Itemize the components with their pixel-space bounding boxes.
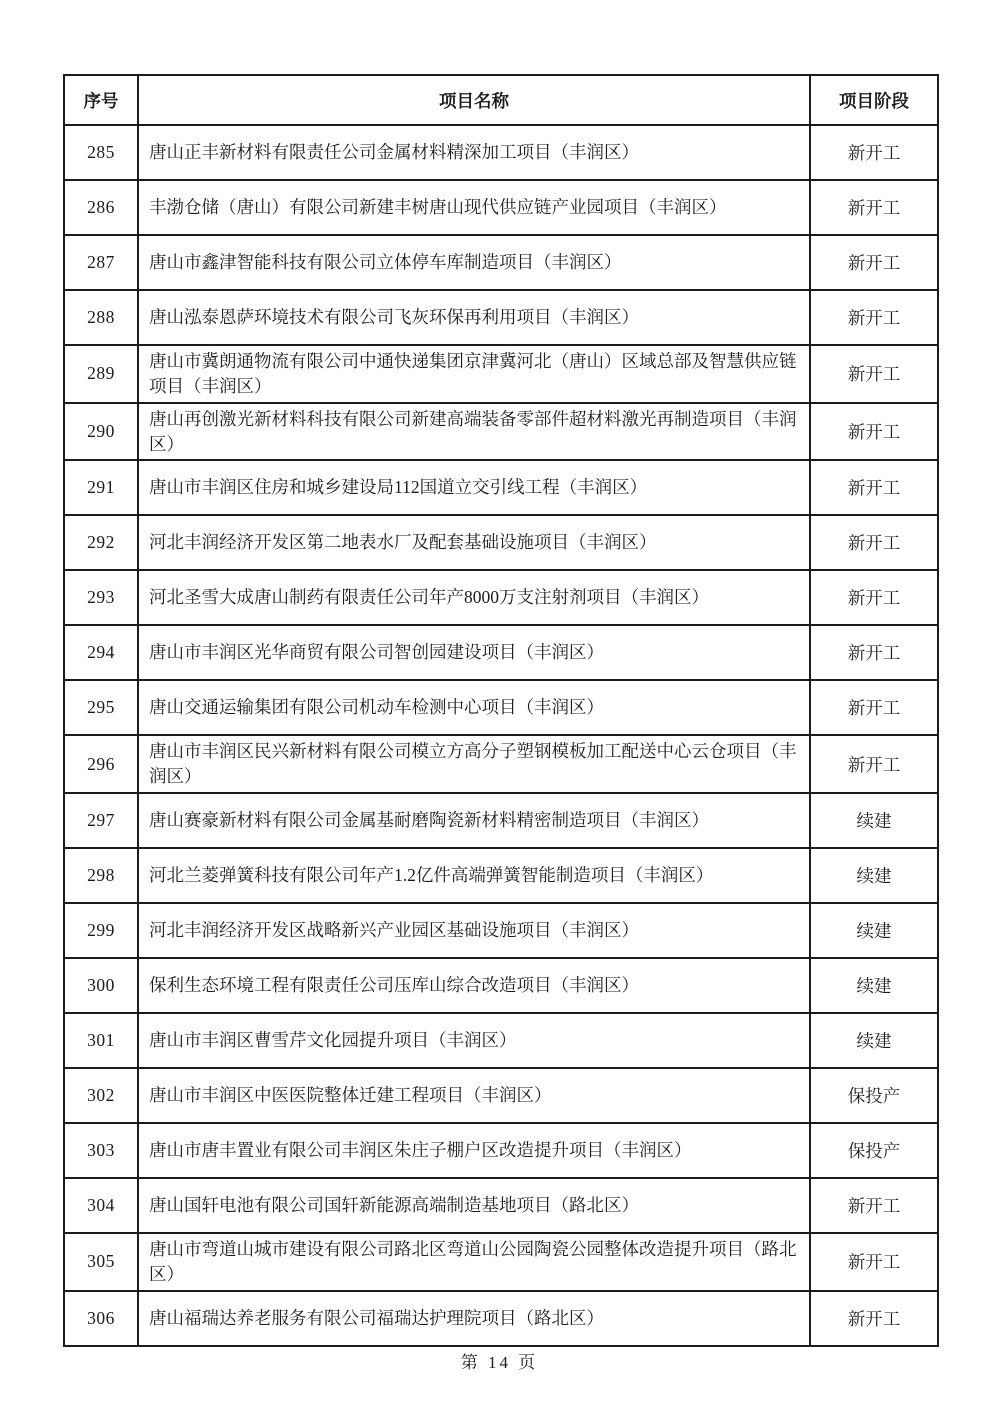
row-serial-number: 300 (64, 958, 138, 1013)
row-project-name: 唐山市鑫津智能科技有限公司立体停车库制造项目（丰润区） (138, 235, 810, 290)
row-serial-number: 302 (64, 1068, 138, 1123)
row-serial-number: 292 (64, 515, 138, 570)
row-project-name: 唐山市丰润区住房和城乡建设局112国道立交引线工程（丰润区） (138, 460, 810, 515)
project-table (63, 74, 939, 1347)
row-serial-number: 288 (64, 290, 138, 345)
table-row (64, 515, 938, 570)
row-project-stage: 新开工 (810, 515, 938, 570)
row-project-stage: 新开工 (810, 680, 938, 735)
row-serial-number: 297 (64, 793, 138, 848)
row-project-name: 唐山再创激光新材料科技有限公司新建高端装备零部件超材料激光再制造项目（丰润区） (138, 403, 810, 461)
row-serial-number: 305 (64, 1233, 138, 1291)
row-serial-number: 287 (64, 235, 138, 290)
row-project-name: 河北丰润经济开发区战略新兴产业园区基础设施项目（丰润区） (138, 903, 810, 958)
row-serial-number: 303 (64, 1123, 138, 1178)
row-serial-number: 295 (64, 680, 138, 735)
table-row (64, 848, 938, 903)
row-project-name: 唐山市丰润区光华商贸有限公司智创园建设项目（丰润区） (138, 625, 810, 680)
row-serial-number: 293 (64, 570, 138, 625)
row-project-name: 唐山赛豪新材料有限公司金属基耐磨陶瓷新材料精密制造项目（丰润区） (138, 793, 810, 848)
table-row (64, 1291, 938, 1346)
table-row (64, 403, 938, 461)
table-row (64, 290, 938, 345)
row-project-name: 唐山市丰润区曹雪芹文化园提升项目（丰润区） (138, 1013, 810, 1068)
row-project-name: 唐山市丰润区中医医院整体迁建工程项目（丰润区） (138, 1068, 810, 1123)
table-row (64, 1123, 938, 1178)
row-project-stage: 续建 (810, 958, 938, 1013)
row-serial-number: 294 (64, 625, 138, 680)
row-project-name: 河北圣雪大成唐山制药有限责任公司年产8000万支注射剂项目（丰润区） (138, 570, 810, 625)
row-serial-number: 304 (64, 1178, 138, 1233)
table-row (64, 680, 938, 735)
table-row (64, 793, 938, 848)
row-project-stage: 新开工 (810, 625, 938, 680)
row-project-stage: 新开工 (810, 235, 938, 290)
row-project-stage: 新开工 (810, 1233, 938, 1291)
row-project-name: 唐山泓泰恩萨环境技术有限公司飞灰环保再利用项目（丰润区） (138, 290, 810, 345)
row-project-stage: 新开工 (810, 403, 938, 461)
row-project-name: 河北丰润经济开发区第二地表水厂及配套基础设施项目（丰润区） (138, 515, 810, 570)
row-project-name: 唐山福瑞达养老服务有限公司福瑞达护理院项目（路北区） (138, 1291, 810, 1346)
table-row (64, 958, 938, 1013)
table-row (64, 570, 938, 625)
table-row (64, 735, 938, 793)
row-project-name: 唐山交通运输集团有限公司机动车检测中心项目（丰润区） (138, 680, 810, 735)
row-serial-number: 298 (64, 848, 138, 903)
row-project-name: 唐山国轩电池有限公司国轩新能源高端制造基地项目（路北区） (138, 1178, 810, 1233)
page-number: 第 14 页 (460, 1353, 539, 1372)
table-row (64, 1068, 938, 1123)
row-serial-number: 289 (64, 345, 138, 403)
row-project-stage: 续建 (810, 903, 938, 958)
column-header-project-name: 项目名称 (138, 75, 810, 125)
table-row (64, 180, 938, 235)
row-project-name: 河北兰菱弹簧科技有限公司年产1.2亿件高端弹簧智能制造项目（丰润区） (138, 848, 810, 903)
table-row (64, 345, 938, 403)
row-project-stage: 新开工 (810, 290, 938, 345)
row-project-name: 唐山正丰新材料有限责任公司金属材料精深加工项目（丰润区） (138, 125, 810, 180)
row-project-stage: 保投产 (810, 1068, 938, 1123)
row-project-stage: 新开工 (810, 735, 938, 793)
row-project-name: 唐山市冀朗通物流有限公司中通快递集团京津冀河北（唐山）区域总部及智慧供应链项目（丰润区） (138, 345, 810, 403)
row-project-name: 唐山市唐丰置业有限公司丰润区朱庄子棚户区改造提升项目（丰润区） (138, 1123, 810, 1178)
row-project-stage: 新开工 (810, 1291, 938, 1346)
table-header-row (64, 75, 938, 125)
table-header (64, 75, 938, 125)
table-row (64, 460, 938, 515)
row-serial-number: 290 (64, 403, 138, 461)
row-serial-number: 296 (64, 735, 138, 793)
row-project-name: 唐山市弯道山城市建设有限公司路北区弯道山公园陶瓷公园整体改造提升项目（路北区） (138, 1233, 810, 1291)
row-project-stage: 新开工 (810, 125, 938, 180)
row-project-stage: 保投产 (810, 1123, 938, 1178)
row-project-name: 唐山市丰润区民兴新材料有限公司模立方高分子塑钢模板加工配送中心云仓项目（丰润区） (138, 735, 810, 793)
row-project-stage: 新开工 (810, 570, 938, 625)
row-project-stage: 新开工 (810, 345, 938, 403)
row-serial-number: 285 (64, 125, 138, 180)
table-row (64, 235, 938, 290)
row-serial-number: 306 (64, 1291, 138, 1346)
table-row (64, 903, 938, 958)
table-body (64, 125, 938, 1346)
row-project-stage: 续建 (810, 848, 938, 903)
row-project-stage: 新开工 (810, 1178, 938, 1233)
row-project-name: 丰渤仓储（唐山）有限公司新建丰树唐山现代供应链产业园项目（丰润区） (138, 180, 810, 235)
row-serial-number: 299 (64, 903, 138, 958)
row-project-stage: 新开工 (810, 180, 938, 235)
row-project-stage: 续建 (810, 1013, 938, 1068)
table-row (64, 1178, 938, 1233)
row-serial-number: 291 (64, 460, 138, 515)
table-row (64, 125, 938, 180)
table-row (64, 1233, 938, 1291)
row-serial-number: 301 (64, 1013, 138, 1068)
column-header-serial-number: 序号 (64, 75, 138, 125)
row-project-name: 保利生态环境工程有限责任公司压库山综合改造项目（丰润区） (138, 958, 810, 1013)
table-row (64, 625, 938, 680)
row-serial-number: 286 (64, 180, 138, 235)
row-project-stage: 新开工 (810, 460, 938, 515)
column-header-project-stage: 项目阶段 (810, 75, 938, 125)
row-project-stage: 续建 (810, 793, 938, 848)
table-row (64, 1013, 938, 1068)
